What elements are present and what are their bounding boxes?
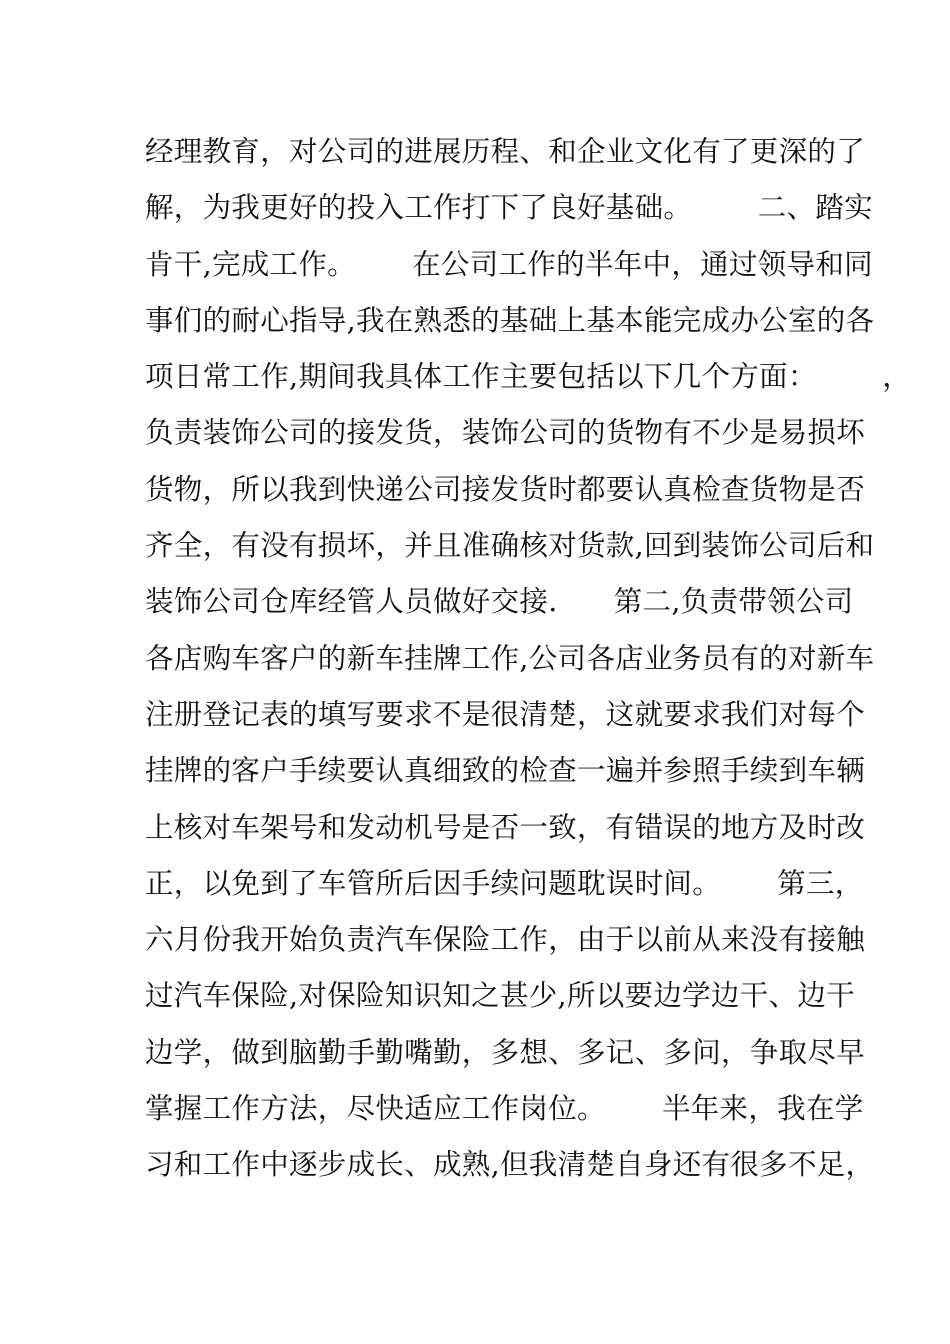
text-line-2: 解，为我更好的投入工作打下了良好基础。 二、踏实	[145, 191, 873, 225]
text-line-19: 习和工作中逐步成长、成熟,但我清楚自身还有很多不足，	[145, 1148, 875, 1182]
text-line-4: 事们的耐心指导,我在熟悉的基础上基本能完成办公室的各	[145, 303, 875, 337]
text-line-12: 挂牌的客户手续要认真细致的检查一遍并参照手续到车辆	[145, 754, 866, 788]
text-line-14: 正，以免到了车管所后因手续问题耽误时间。 第三，	[145, 866, 864, 900]
text-line-9: 装饰公司仓库经管人员做好交接. 第二,负责带领公司	[145, 585, 854, 619]
text-line-11: 注册登记表的填写要求不是很清楚，这就要求我们对每个	[145, 697, 866, 731]
text-line-6: 负责装饰公司的接发货，装饰公司的货物有不少是易损坏	[145, 416, 866, 450]
text-line-5: 项日常工作,期间我具体工作主要包括以下几个方面： ，	[145, 360, 912, 394]
text-line-18: 掌握工作方法，尽快适应工作岗位。 半年来，我在学	[145, 1092, 864, 1126]
text-line-16: 过汽车保险,对保险知识知之甚少,所以要边学边干、边干	[145, 979, 855, 1013]
text-line-10: 各店购车客户的新车挂牌工作,公司各店业务员有的对新车	[145, 641, 875, 675]
text-line-3: 肯干,完成工作。 在公司工作的半年中，通过领导和同	[145, 247, 873, 281]
text-line-8: 齐全，有没有损坏，并且准确核对货款,回到装饰公司后和	[145, 529, 875, 563]
text-line-1: 经理教育，对公司的进展历程、和企业文化有了更深的了	[145, 135, 866, 168]
text-line-7: 货物，所以我到快递公司接发货时都要认真检查货物是否	[145, 472, 866, 506]
text-line-13: 上核对车架号和发动机号是否一致，有错误的地方及时改	[145, 810, 866, 844]
text-line-15: 六月份我开始负责汽车保险工作，由于以前从来没有接触	[145, 923, 866, 957]
body-text	[145, 124, 912, 1194]
text-line-17: 边学，做到脑勤手勤嘴勤，多想、多记、多问，争取尽早	[145, 1035, 866, 1069]
